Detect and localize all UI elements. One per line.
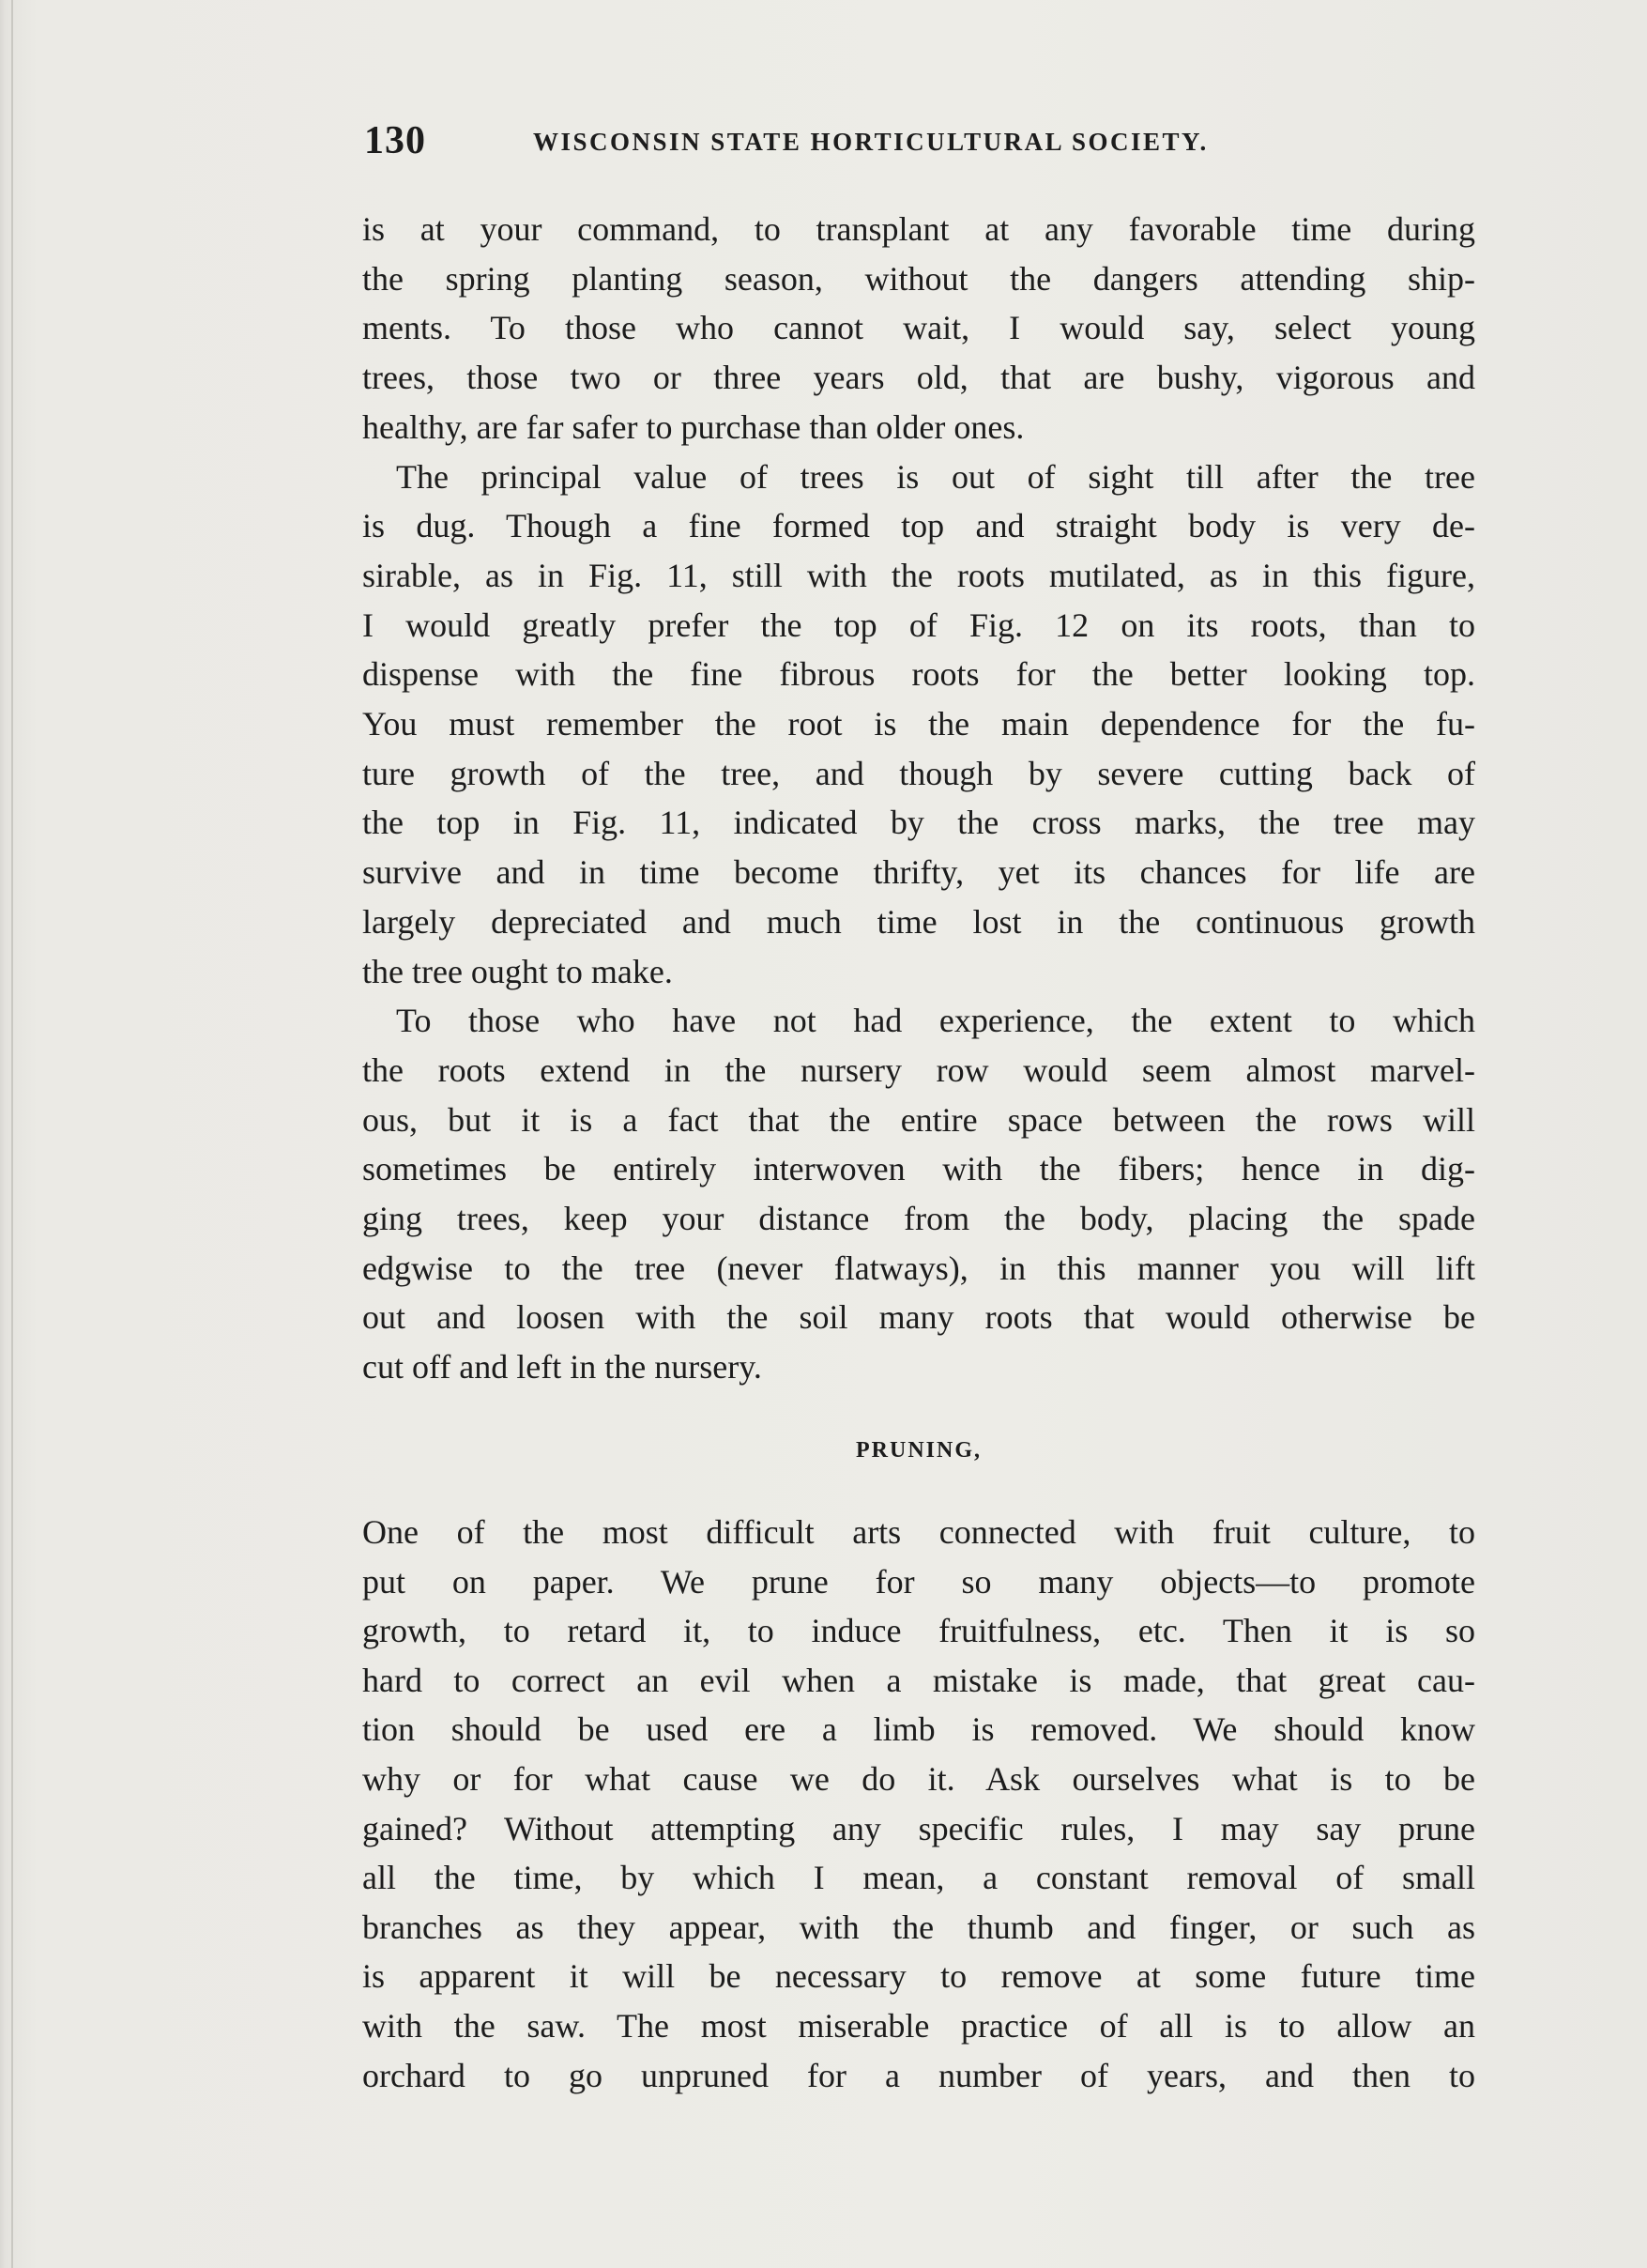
text-line: is apparent it will be necessary to remove at some future time bbox=[362, 1957, 1475, 1996]
paragraph-3 bbox=[362, 996, 1475, 1392]
text-line: survive and in time become thrifty, yet its chances for life are bbox=[362, 853, 1475, 892]
section-text bbox=[362, 1508, 1475, 2100]
page-number: 130 bbox=[364, 119, 426, 162]
text-line: The principal value of trees is out of sight till after the tree bbox=[396, 457, 1475, 496]
text-line: sometimes be entirely interwoven with the fibers; hence in dig- bbox=[362, 1150, 1475, 1188]
text-line: gained? Without attempting any specific rules, I may say prune bbox=[362, 1809, 1475, 1847]
text-line: the spring planting season, without the dangers attending ship- bbox=[362, 259, 1475, 298]
text-line: ments. To those who cannot wait, I would say, select young bbox=[362, 309, 1475, 347]
text-line: healthy, are far safer to purchase than older ones. bbox=[362, 407, 1025, 446]
paragraph-1 bbox=[362, 205, 1475, 452]
text-line: hard to correct an evil when a mistake is made, that great cau- bbox=[362, 1661, 1475, 1699]
section-heading: PRUNING, bbox=[856, 1438, 982, 1463]
binding-gutter bbox=[11, 0, 13, 2268]
text-line: orchard to go unpruned for a number of years, and then to bbox=[362, 2056, 1475, 2094]
text-line: cut off and left in the nursery. bbox=[362, 1348, 762, 1387]
text-line: growth, to retard it, to induce fruitfulness, etc. Then it is so bbox=[362, 1612, 1475, 1650]
text-line: tion should be used ere a limb is removed. We should know bbox=[362, 1710, 1475, 1749]
body-text bbox=[362, 205, 1475, 1392]
text-line: the tree ought to make. bbox=[362, 952, 673, 990]
text-line: out and loosen with the soil many roots that would otherwise be bbox=[362, 1298, 1475, 1337]
text-line: the roots extend in the nursery row would seem almost marvel- bbox=[362, 1050, 1475, 1089]
text-line: ging trees, keep your distance from the body, placing the spade bbox=[362, 1200, 1475, 1238]
text-line: ture growth of the tree, and though by severe cutting back of bbox=[362, 754, 1475, 792]
text-line: largely depreciated and much time lost in the continuous growth bbox=[362, 902, 1475, 941]
text-line: You must remember the root is the main dependence for the fu- bbox=[362, 705, 1475, 743]
text-line: put on paper. We prune for so many objects—to promote bbox=[362, 1562, 1475, 1601]
text-line: edgwise to the tree (never flatways), in this manner you will lift bbox=[362, 1249, 1475, 1287]
text-line: is dug. Though a fine formed top and straight body is very de- bbox=[362, 507, 1475, 545]
text-line: with the saw. The most miserable practice of all is to allow an bbox=[362, 2006, 1475, 2045]
text-line: all the time, by which I mean, a constant removal of small bbox=[362, 1859, 1475, 1897]
paragraph-2 bbox=[362, 452, 1475, 997]
text-line: the top in Fig. 11, indicated by the cross marks, the tree may bbox=[362, 804, 1475, 842]
text-line: branches as they appear, with the thumb and finger, or such as bbox=[362, 1908, 1475, 1946]
text-line: ous, but it is a fact that the entire space between the rows will bbox=[362, 1100, 1475, 1139]
text-line: sirable, as in Fig. 11, still with the roots mutilated, as in this figure, bbox=[362, 556, 1475, 594]
text-line: trees, those two or three years old, that are bushy, vigorous and bbox=[362, 359, 1475, 397]
running-title: WISCONSIN STATE HORTICULTURAL SOCIETY. bbox=[533, 128, 1209, 156]
text-line: One of the most difficult arts connected with fruit culture, to bbox=[362, 1513, 1475, 1551]
text-line: why or for what cause we do it. Ask ourselves what is to be bbox=[362, 1759, 1475, 1798]
text-line: is at your command, to transplant at any favorable time during bbox=[362, 210, 1475, 248]
text-line: To those who have not had experience, the extent to which bbox=[396, 1002, 1475, 1040]
page-header bbox=[364, 118, 1303, 165]
text-line: I would greatly prefer the top of Fig. 12 on its roots, than to bbox=[362, 605, 1475, 644]
text-line: dispense with the fine fibrous roots for the better looking top. bbox=[362, 655, 1475, 694]
